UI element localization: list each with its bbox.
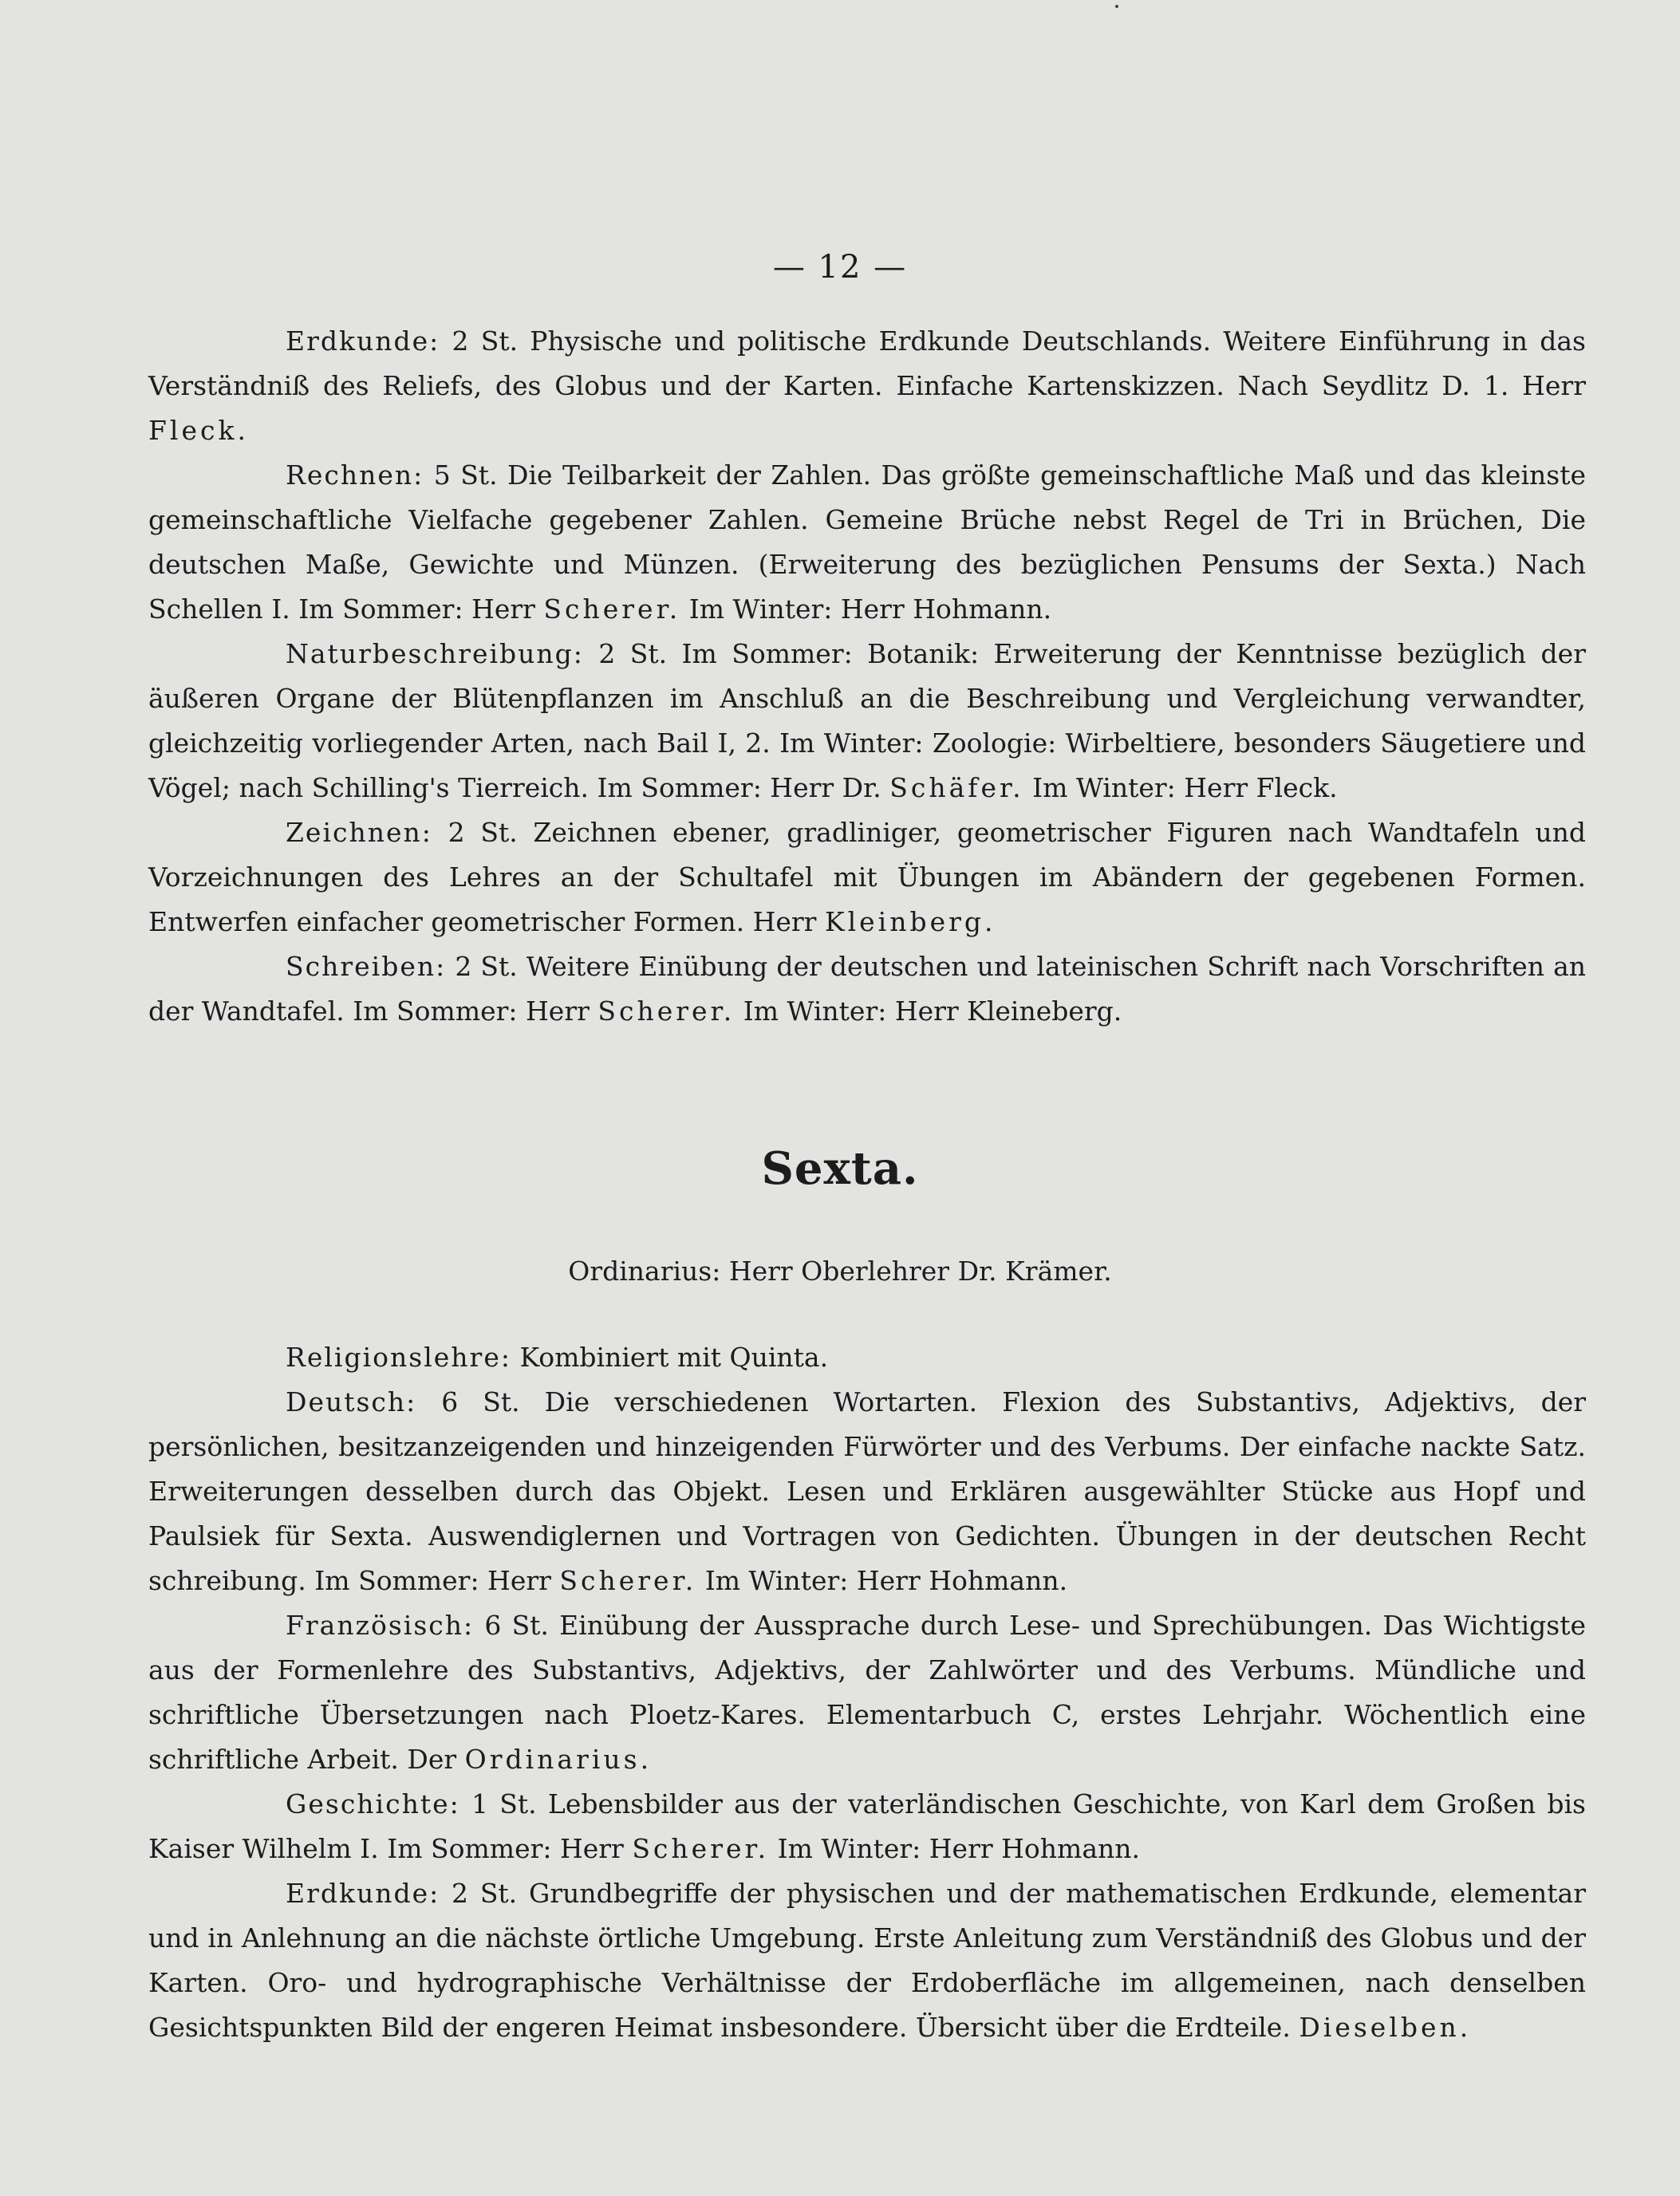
paragraph-schreiben [148, 944, 1586, 1034]
sexta-subjects-block [148, 1335, 1586, 2050]
subject-label: Zeichnen: [286, 817, 432, 848]
subject-label: Naturbeschreibung: [286, 638, 584, 669]
paragraph-tail: Im Winter: Herr Hohmann. [680, 593, 1052, 625]
ordinarius-line: Ordinarius: Herr Oberlehrer Dr. Krämer. [568, 1256, 1112, 1287]
paragraph-tail: Im Winter: Herr Hohmann. [696, 1565, 1068, 1596]
paragraph-religionslehre [148, 1335, 1586, 1380]
paragraph-zeichnen [148, 810, 1586, 944]
top-subjects-block [148, 319, 1586, 1034]
paragraph-body: 2 St. Grundbegriffe der physischen und der mathematischen Erdkunde, elementar und in Anlehnung an die nächste örtliche Umgebung. Erste Anleitung zum Verständniß des Globus und der Karten. Oro- und hydrographische Verhältnisse der Erdoberfläche im allgemeinen, nach denselben Gesichtspunkten Bild der engeren Heimat insbesondere. Übersicht über die Erdteile. [148, 1878, 1586, 2043]
paragraph-deutsch [148, 1380, 1586, 1603]
subject-label: Schreiben: [286, 951, 447, 982]
paragraph-body: 5 St. Die Teilbarkeit der Zahlen. Das größte gemeinschaftliche Maß und das kleinste gemeinschaftliche Vielfache gegebener Zahlen. Gemeine Brüche nebst Regel de Tri in Brüchen, Die deutschen Maße, Gewichte und Münzen. (Erweiterung des bezüglichen Pensums der Sexta.) Nach Schellen I. Im Sommer: Herr [148, 459, 1586, 625]
section-heading: Sexta. [761, 1142, 919, 1195]
subject-label: Französisch: [286, 1610, 475, 1641]
paragraph-tail: Im Winter: Herr Fleck. [1023, 772, 1338, 803]
paragraph-geschichte [148, 1782, 1586, 1871]
teacher-name: Kleinberg. [824, 906, 996, 937]
paragraph-erdkunde-sexta [148, 1871, 1586, 2050]
paragraph-tail: Im Winter: Herr Kleineberg. [735, 995, 1122, 1027]
subject-label: Religionslehre: [286, 1342, 511, 1373]
print-speck [1115, 5, 1118, 8]
paragraph-body: Kombiniert mit Quinta. [511, 1342, 829, 1373]
teacher-name: Ordinarius. [464, 1744, 653, 1775]
paragraph-franzoesisch [148, 1603, 1586, 1782]
teacher-name: Scherer. [543, 593, 681, 625]
paragraph-body: 6 St. Einübung der Aussprache durch Lese- und Sprechübungen. Das Wichtigste aus der Formenlehre des Substantivs, Adjektivs, der Zahlwörter und des Verbums. Mündliche und schriftliche Übersetzungen nach Ploetz-Kares. Elementarbuch C, erstes Lehrjahr. Wöchentlich eine schriftliche Arbeit. Der [148, 1610, 1586, 1775]
teacher-name: Scherer. [559, 1565, 697, 1596]
teacher-name: Scherer. [632, 1833, 770, 1864]
paragraph-body: 6 St. Die verschiedenen Wortarten. Flexion des Substantivs, Adjektivs, der persönlichen, besitzanzeigenden und hinzeigenden Fürwörter und des Verbums. Der einfache nackte Satz. Erweiterungen desselben durch das Objekt. Lesen und Erklären ausgewählter Stücke aus Hopf und Paulsiek für Sexta. Auswendiglernen und Vortragen von Gedichten. Übungen in der deutschen Recht schreibung. Im Sommer: Herr [148, 1386, 1586, 1596]
subject-label: Geschichte: [286, 1788, 460, 1819]
paragraph-erdkunde-quinta [148, 319, 1586, 453]
teacher-name: Dieselben. [1299, 2012, 1472, 2043]
teacher-name: Scherer. [597, 995, 735, 1027]
paragraph-body: 2 St. Physische und politische Erdkunde Deutschlands. Weitere Einführung in das Verständniß des Reliefs, des Globus und der Karten. Einfache Kartenskizzen. Nach Seydlitz D. 1. Herr [148, 325, 1586, 401]
paragraph-rechnen [148, 453, 1586, 632]
subject-label: Erdkunde: [286, 325, 440, 357]
paragraph-body: 2 St. Zeichnen ebener, gradliniger, geometrischer Figuren nach Wandtafeln und Vorzeichnungen des Lehres an der Schultafel mit Übungen im Abändern der gegebenen Formen. Entwerfen einfacher geometrischer Formen. Herr [148, 817, 1586, 937]
paragraph-body: 2 St. Weitere Einübung der deutschen und lateinischen Schrift nach Vorschriften an der Wandtafel. Im Sommer: Herr [148, 951, 1586, 1027]
subject-label: Deutsch: [286, 1386, 417, 1417]
page-number: — 12 — [772, 249, 908, 286]
paragraph-body: 1 St. Lebensbilder aus der vaterländischen Geschichte, von Karl dem Großen bis Kaiser Wilhelm I. Im Sommer: Herr [148, 1788, 1586, 1864]
subject-label: Erdkunde: [286, 1878, 440, 1909]
subject-label: Rechnen: [286, 459, 424, 491]
paragraph-body: 2 St. Im Sommer: Botanik: Erweiterung der Kenntnisse bezüglich der äußeren Organe der Blütenpflanzen im Anschluß an die Beschreibung und Vergleichung verwandter, gleichzeitig vorliegender Arten, nach Bail I, 2. Im Winter: Zoologie: Wirbeltiere, besonders Säugetiere und Vögel; nach Schilling's Tierreich. Im Sommer: Herr Dr. [148, 638, 1586, 803]
paragraph-naturbeschreibung [148, 632, 1586, 810]
paragraph-tail: Im Winter: Herr Hohmann. [769, 1833, 1140, 1864]
teacher-name: Fleck. [148, 415, 249, 446]
teacher-name: Schäfer. [889, 772, 1024, 803]
